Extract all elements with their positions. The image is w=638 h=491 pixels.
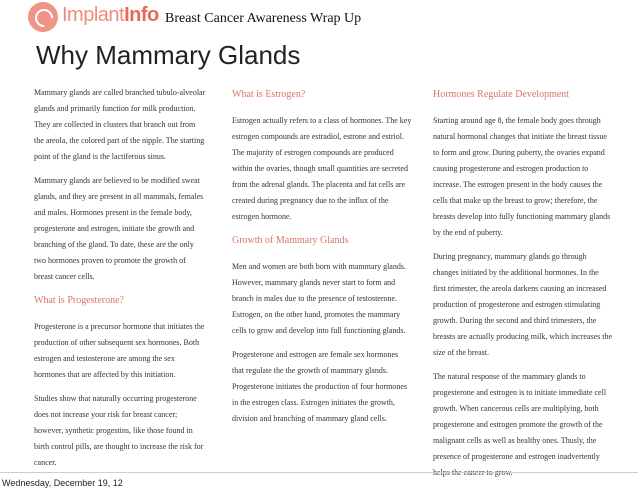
- heading-hormones-development: Hormones Regulate Development: [433, 89, 570, 100]
- paragraph-progestins: Studies show that naturally occurring progesterone does not increase your risk for breast cancer; however, synthetic progestins, like those found in birth control pills, are thought to increase the risk for cancer.: [34, 394, 204, 467]
- paragraph-estrogen: Estrogen actually refers to a class of hormones. The key estrogen compounds are estradiol, estrone and estriol. The majority of estrogen compounds are produced within the ovaries, though small quantities are secreted from the adrenal glands. The placenta and fat cells are created during pregnancy due to the influx of the estrogen hormone.: [232, 116, 412, 221]
- column-middle: [232, 85, 412, 435]
- paragraph-puberty: Starting around age 8, the female body goes through natural hormonal changes that initiate the breast tissue to form and grow. During puberty, the ovaries expand causing progesterone and estrogen production to increase. The estrogen present in the body causes the cells that make up the breast to grow; therefore, the breasts develop into fully functioning mammary glands by the end of puberty.: [433, 116, 611, 237]
- paragraph-growth: Men and women are both born with mammary glands. However, mammary glands never start to form and branch in males due to the presence of testosterone. Estrogen, on the other hand, promotes the mammary cells to grow and develop into full functioning glands.: [232, 262, 406, 335]
- column-left: [34, 85, 206, 479]
- paragraph-sweat-glands: Mammary glands are believed to be modified sweat glands, and they are present in all mammals, females and males. Hormones present in the female body, progesterone and estrogen, initiate the growth and branching of the gland. To date, these are the only two hormones proven to promote the growth of breast cancer cells.: [34, 176, 204, 281]
- implantinfo-logo: [28, 2, 188, 34]
- paragraph-progesterone: Progesterone is a precursor hormone that initiates the production of other subsequent sex hormones. Both estrogen and testosterone are among the sex hormones that are affected by this initiation.: [34, 322, 205, 379]
- heading-estrogen: What is Estrogen?: [232, 89, 306, 100]
- footer-date: Wednesday, December 19, 12: [2, 478, 123, 488]
- paragraph-sex-hormones: Progesterone and estrogen are female sex hormones that regulate the the growth of mammary glands. Progesterone initiates the production of four hormones in the estrogen class. Estrogen initiates the growth, division and branching of mammary gland cells.: [232, 350, 408, 423]
- column-right: [433, 85, 613, 489]
- logo-text: [62, 4, 159, 27]
- logo-mark-icon: [28, 2, 58, 32]
- footer-divider: [0, 472, 638, 473]
- logo-text-light: Implant: [62, 4, 125, 26]
- paragraph-pregnancy: During pregnancy, mammary glands go through changes initiated by the additional hormones. In the first trimester, the areola darkens causing an increased production of progesterone and estrogen stimulating growth. During the second and third trimesters, the breasts are actually producing milk, which increases the size of the breast.: [433, 252, 613, 357]
- paragraph-mammary-glands: Mammary glands are called branched tubulo-alveolar glands and primarily function for milk production. They are collected in clusters that branch out from the areola, the colored part of the nipple. The starting point of the gland is the lactiferous sinus.: [34, 88, 206, 161]
- heading-progesterone: What is Progesterone?: [34, 295, 124, 306]
- slide-header: [0, 0, 638, 38]
- logo-text-bold: Info: [124, 4, 159, 26]
- presentation-title: Breast Cancer Awareness Wrap Up: [165, 11, 362, 26]
- paragraph-natural-response: The natural response of the mammary glands to progesterone and estrogen is to initiate immediate cell growth. When cancerous cells are multiplying, both progesterone and estrogen promote the growth of the malignant cells as well as healthy ones. Thusly, the presence of progesterone and estrogen inadvertently: [433, 372, 607, 461]
- heading-growth: Growth of Mammary Glands: [232, 235, 349, 246]
- slide-title: Why Mammary Glands: [36, 40, 301, 70]
